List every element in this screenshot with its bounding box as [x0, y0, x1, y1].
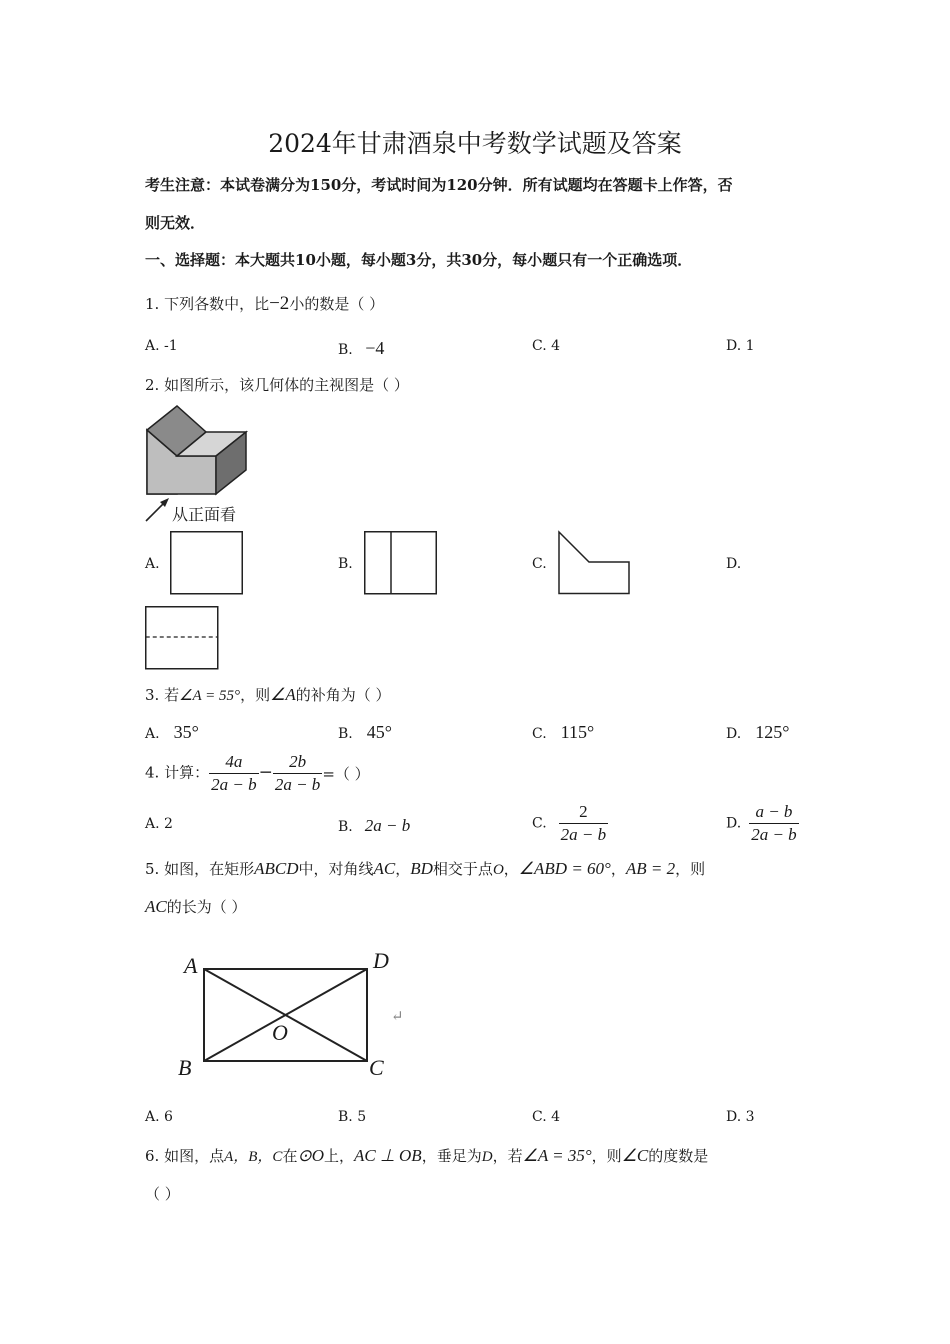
q5-ac: AC [373, 859, 396, 878]
view-direction-label: 从正面看 [172, 505, 237, 524]
q5-text-f: ， [610, 860, 626, 878]
page-title: 2024年甘肃酒泉中考数学试题及答案 [268, 129, 682, 158]
q6-text-d: ，垂足为 [421, 1147, 482, 1165]
q3-option-a-value: 35° [173, 722, 199, 742]
q1-stem-post: 小的数是（ ） [289, 295, 385, 313]
q2-option-c: C. [532, 556, 547, 572]
q5-rect: ABCD [254, 859, 299, 878]
q2-option-a-figure [170, 531, 244, 595]
q3-option-b [338, 722, 392, 743]
q4-d-numerator: a − b [749, 801, 798, 824]
q6-text-e: ，若 [492, 1147, 523, 1165]
q1-option-b-label: B. [338, 342, 353, 358]
q2-option-c-figure [558, 531, 632, 595]
q4-option-b-label: B. [338, 819, 353, 835]
q1-stem-pre: 1. 下列各数中，比 [145, 295, 270, 313]
q2-option-b-figure [364, 531, 438, 595]
q3-stem-post: 的补角为（ ） [295, 686, 391, 704]
q3-option-c [532, 722, 594, 743]
q4-fraction-1 [209, 751, 258, 796]
q6-text-a: 6. 如图，点 [145, 1147, 225, 1165]
q4-option-c-fraction [559, 801, 608, 846]
q3-option-c-value: 115° [560, 722, 595, 742]
q5-text-e: ， [503, 860, 519, 878]
q6-text-b: 在 [282, 1147, 298, 1165]
q3-angle: ∠A = 55° [179, 688, 241, 704]
q2-option-a: A. [145, 556, 160, 572]
section-heading: 一、选择题：本大题共10小题，每小题3分，共30分，每小题只有一个正确选项． [145, 251, 693, 269]
q3-option-b-value: 45° [366, 722, 392, 742]
q4-option-b-value: 2a − b [364, 816, 411, 835]
q6-text-c: 上， [323, 1147, 354, 1165]
q4-option-d [726, 801, 799, 846]
q5-angle: ∠ABD = 60° [518, 859, 611, 878]
q6-perp: AC ⊥ OB [354, 1146, 422, 1165]
question-6-line-1 [145, 1145, 708, 1166]
q1-option-a: A. -1 [145, 338, 178, 354]
q3-stem-pre: 3. 若 [145, 686, 180, 704]
q1-option-b-value: −4 [365, 338, 385, 358]
q3-option-b-label: B. [338, 726, 353, 742]
rect-label-o: O [272, 1020, 288, 1045]
q5-o: O [492, 862, 504, 878]
q4-minus: − [258, 762, 273, 783]
q4-d-denominator: 2a − b [751, 825, 797, 844]
question-6-line-2: （ ） [145, 1185, 180, 1203]
q6-text-g: 的度数是 [648, 1147, 709, 1165]
q1-option-b [338, 338, 384, 359]
question-2-stem: 2. 如图所示，该几何体的主视图是（ ） [145, 376, 409, 394]
rect-label-d: D [373, 948, 389, 973]
q1-option-c: C. 4 [532, 338, 561, 354]
q3-option-d-label: D. [726, 726, 742, 742]
q2-option-b: B. [338, 556, 353, 572]
notice-line-2: 则无效． [145, 214, 206, 232]
q4-stem-post: =（ ） [322, 765, 370, 783]
q6-angle: ∠A = 35° [522, 1146, 592, 1165]
q4-stem-pre: 4. 计算： [145, 763, 210, 782]
rect-label-a: A [184, 953, 198, 978]
q5-text-d: 相交于点 [432, 860, 493, 878]
q1-option-d: D. 1 [726, 338, 755, 354]
q4-c-numerator: 2 [559, 801, 608, 824]
rect-label-b: B [178, 1055, 192, 1080]
q4-f2-numerator: 2b [273, 751, 322, 774]
q4-option-c [532, 801, 608, 846]
q3-option-a [145, 722, 199, 743]
q5-bd: BD [410, 859, 433, 878]
q3-option-d [726, 722, 789, 743]
q4-option-b [338, 816, 410, 836]
q5-text-b: 中，对角线 [298, 860, 374, 878]
q6-angle-c: ∠C [621, 1146, 649, 1165]
q4-option-c-label: C. [532, 815, 547, 832]
question-5-line-1 [145, 858, 705, 879]
return-mark-icon: ↵ [391, 1007, 404, 1025]
q3-angle-2: ∠A [270, 685, 296, 704]
q5-ab: AB = 2 [625, 859, 676, 878]
q4-f2-denominator: 2a − b [274, 775, 321, 794]
q4-fraction-2 [273, 751, 322, 796]
notice-line-1: 考生注意：本试卷满分为150分，考试时间为120分钟．所有试题均在答题卡上作答，否 [145, 176, 733, 194]
q5-text-h: 的长为（ ） [166, 898, 247, 916]
q2-option-d-figure [145, 606, 220, 670]
q5-text-c: ， [395, 860, 411, 878]
question-4-stem [145, 751, 370, 796]
q5-option-c: C. 4 [532, 1109, 561, 1125]
q2-option-d: D. [726, 556, 742, 572]
rect-label-c: C [369, 1055, 384, 1080]
q4-option-d-label: D. [726, 815, 742, 832]
q6-text-f: ，则 [591, 1147, 622, 1165]
q6-points: A，B，C [224, 1149, 283, 1165]
q4-f1-numerator: 4a [209, 751, 258, 774]
q5-text-a: 5. 如图，在矩形 [145, 860, 255, 878]
q3-stem-mid: ，则 [240, 686, 271, 704]
q1-stem-number: −2 [269, 293, 290, 314]
question-3-stem [145, 684, 390, 705]
q4-c-denominator: 2a − b [560, 825, 607, 844]
q5-option-d: D. 3 [726, 1109, 755, 1125]
question-1-stem [145, 293, 384, 315]
q5-option-a: A. 6 [145, 1109, 173, 1125]
q4-option-d-fraction [749, 801, 798, 846]
q6-d: D [481, 1149, 493, 1165]
q4-option-a: A. 2 [145, 816, 173, 832]
question-5-line-2 [145, 896, 247, 917]
q5-option-b: B. 5 [338, 1109, 367, 1125]
q3-option-d-value: 125° [755, 722, 790, 742]
q6-circle: ⊙O [297, 1146, 324, 1165]
q4-f1-denominator: 2a − b [211, 775, 257, 794]
q5-ac-2: AC [145, 897, 167, 916]
q5-text-g: ，则 [675, 860, 706, 878]
q3-option-a-label: A. [145, 726, 160, 742]
q3-option-c-label: C. [532, 726, 547, 742]
